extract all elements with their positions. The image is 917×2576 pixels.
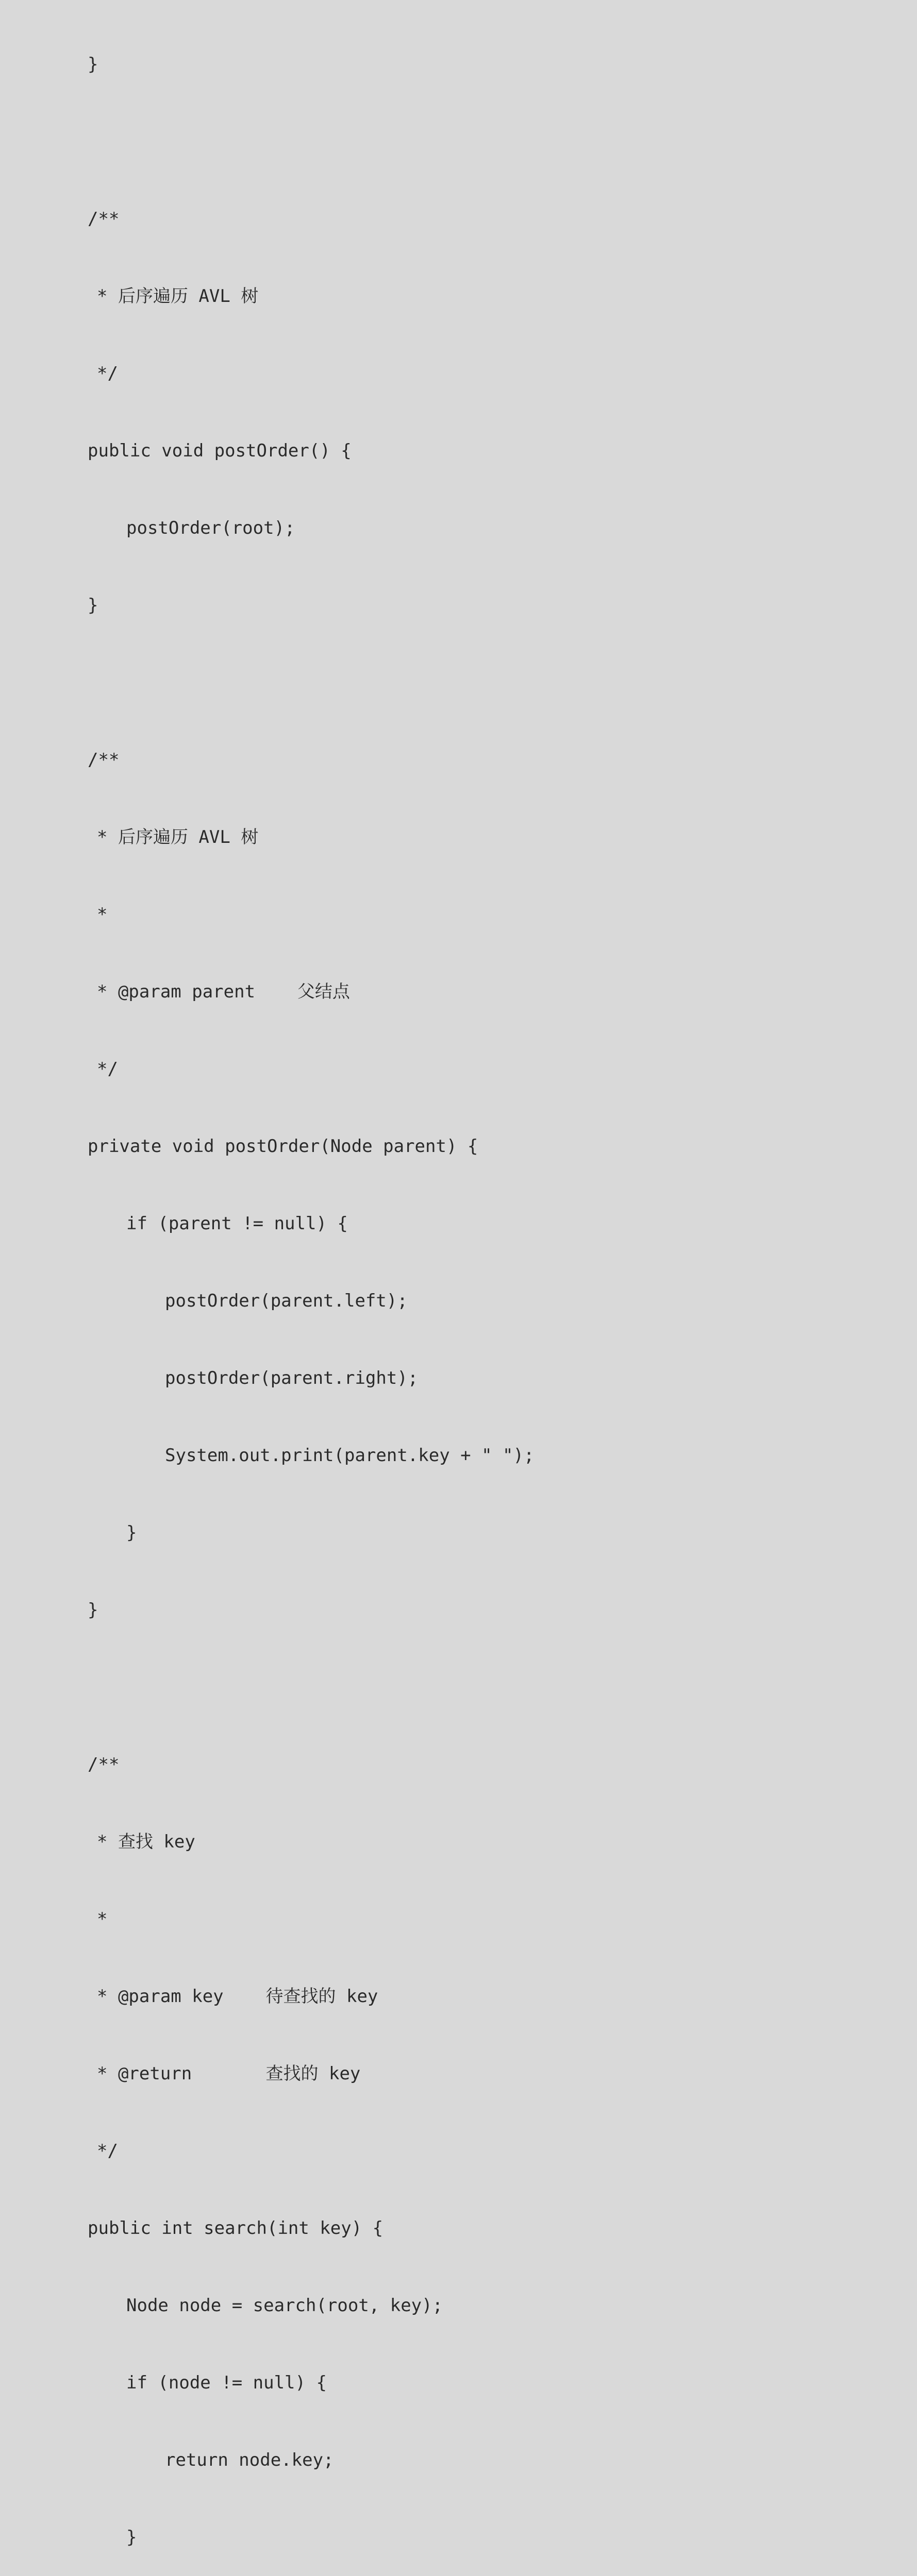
code-line: } bbox=[88, 1600, 98, 1620]
code-line: postOrder(parent.left); bbox=[165, 1291, 408, 1311]
code-line: } bbox=[88, 595, 98, 616]
code-line: public void postOrder() { bbox=[88, 440, 352, 461]
code-line: return node.key; bbox=[165, 2450, 334, 2470]
code-line: if (node != null) { bbox=[126, 2372, 327, 2393]
code-line: } bbox=[126, 2527, 137, 2548]
code-line: /** bbox=[88, 750, 120, 770]
code-line: if (parent != null) { bbox=[126, 1213, 348, 1234]
code-line: /** bbox=[88, 209, 120, 229]
code-line: private void postOrder(Node parent) { bbox=[88, 1136, 478, 1157]
code-listing bbox=[88, 0, 534, 2576]
code-line: * @param key 待查找的 key bbox=[97, 1986, 378, 2007]
code-line: * 查找 key bbox=[97, 1832, 195, 1852]
code-line: * bbox=[97, 1909, 108, 1929]
code-line: */ bbox=[97, 1059, 118, 1079]
code-line: System.out.print(parent.key + " "); bbox=[165, 1445, 535, 1466]
code-line: } bbox=[88, 54, 98, 75]
code-line: */ bbox=[97, 363, 118, 384]
code-line: postOrder(root); bbox=[126, 518, 295, 538]
code-line: postOrder(parent.right); bbox=[165, 1368, 419, 1388]
code-line: * @param parent 父结点 bbox=[97, 981, 350, 1002]
code-line: */ bbox=[97, 2141, 118, 2161]
code-line: * bbox=[97, 904, 108, 925]
code-line: * 后序遍历 AVL 树 bbox=[97, 286, 259, 307]
code-line bbox=[88, 670, 534, 696]
code-line: } bbox=[126, 1522, 137, 1543]
code-line bbox=[88, 129, 534, 155]
code-line: public int search(int key) { bbox=[88, 2218, 384, 2239]
code-line: * @return 查找的 key bbox=[97, 2063, 361, 2084]
code-line bbox=[88, 1674, 534, 1700]
code-line: Node node = search(root, key); bbox=[126, 2295, 443, 2316]
code-line: /** bbox=[88, 1754, 120, 1775]
code-line: * 后序遍历 AVL 树 bbox=[97, 827, 259, 848]
